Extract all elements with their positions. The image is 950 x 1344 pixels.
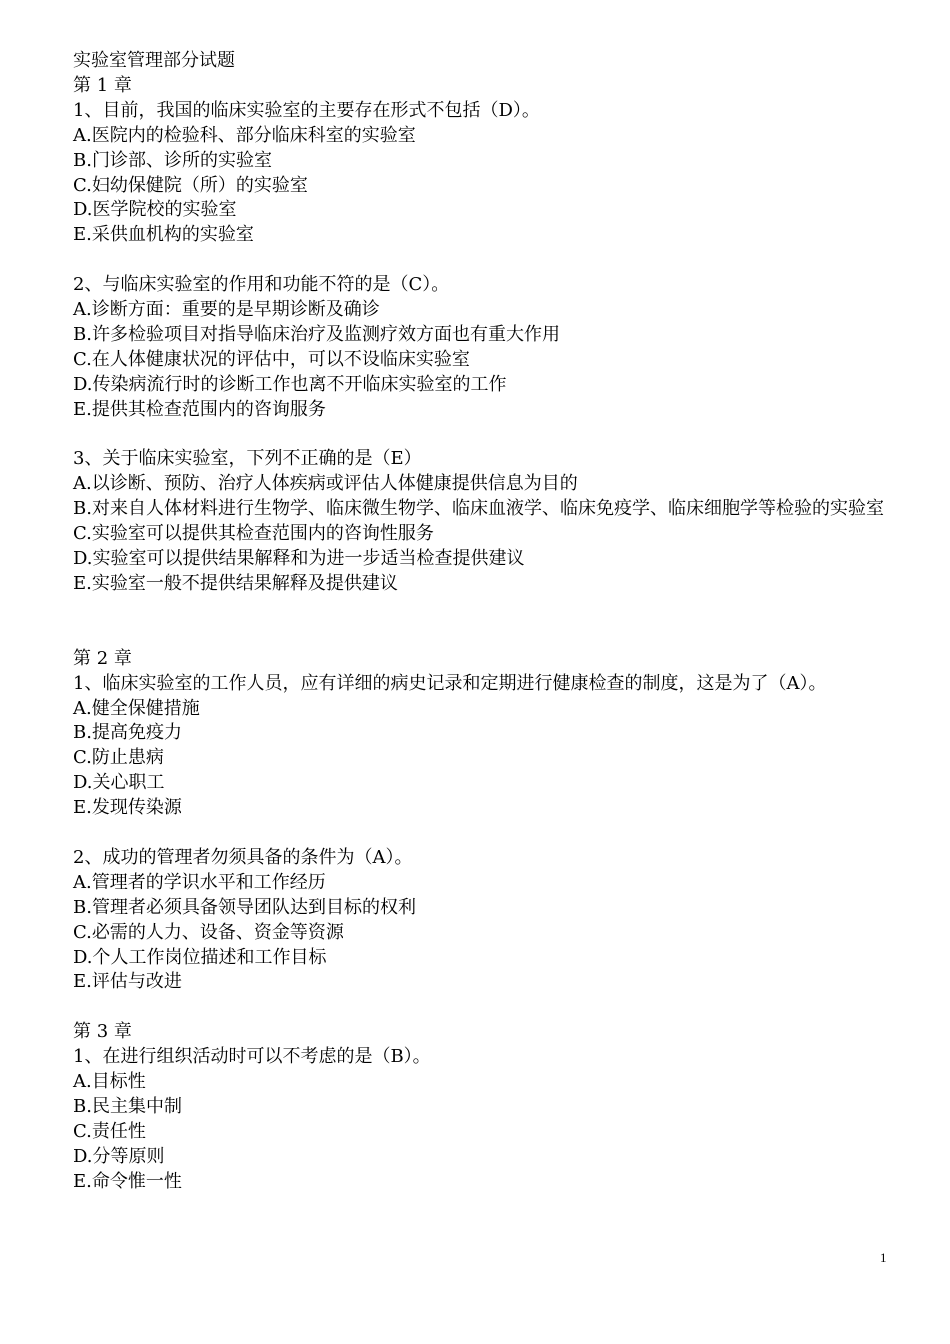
option-c: C.实验室可以提供其检查范围内的咨询性服务 bbox=[73, 523, 434, 545]
question-text: 3、关于临床实验室，下列不正确的是（E） bbox=[73, 448, 422, 470]
option-b: B.提高免疫力 bbox=[73, 722, 182, 744]
question-text: 1、在进行组织活动时可以不考虑的是（B）。 bbox=[73, 1046, 431, 1068]
spacer bbox=[73, 597, 903, 647]
question-block bbox=[73, 273, 903, 422]
question-block bbox=[73, 447, 903, 596]
option-e: E.提供其检查范围内的咨询服务 bbox=[73, 398, 326, 420]
option-b: B.管理者必须具备领导团队达到目标的权利 bbox=[73, 896, 416, 918]
spacer bbox=[73, 248, 903, 273]
question-block bbox=[73, 672, 903, 821]
spacer bbox=[73, 995, 903, 1020]
option-a: A.目标性 bbox=[73, 1071, 146, 1093]
option-c: C.责任性 bbox=[73, 1120, 146, 1142]
option-b: B.门诊部、诊所的实验室 bbox=[73, 149, 272, 171]
option-a: A.以诊断、预防、治疗人体疾病或评估人体健康提供信息为目的 bbox=[73, 473, 578, 495]
option-e: E.命令惟一性 bbox=[73, 1170, 182, 1192]
option-d: D.传染病流行时的诊断工作也离不开临床实验室的工作 bbox=[73, 373, 507, 395]
option-b: B.许多检验项目对指导临床治疗及监测疗效方面也有重大作用 bbox=[73, 323, 560, 345]
option-b: B.民主集中制 bbox=[73, 1095, 182, 1117]
option-d: D.实验室可以提供结果解释和为进一步适当检查提供建议 bbox=[73, 548, 525, 570]
option-e: E.采供血机构的实验室 bbox=[73, 224, 254, 246]
option-e: E.实验室一般不提供结果解释及提供建议 bbox=[73, 573, 398, 594]
option-d: D.关心职工 bbox=[73, 772, 165, 794]
option-a: A.诊断方面：重要的是早期诊断及确诊 bbox=[73, 299, 380, 321]
document-page bbox=[73, 49, 903, 1195]
document-title: 实验室管理部分试题 bbox=[73, 50, 235, 71]
chapter-heading: 第 1 章 bbox=[73, 74, 132, 96]
option-c: C.必需的人力、设备、资金等资源 bbox=[73, 921, 344, 943]
spacer bbox=[73, 821, 903, 846]
chapter-heading: 第 2 章 bbox=[73, 647, 132, 669]
question-text: 1、目前，我国的临床实验室的主要存在形式不包括（D）。 bbox=[73, 99, 540, 121]
option-e: E.评估与改进 bbox=[73, 971, 182, 993]
option-c: C.在人体健康状况的评估中，可以不设临床实验室 bbox=[73, 348, 470, 370]
question-block bbox=[73, 99, 903, 248]
question-block bbox=[73, 1045, 903, 1194]
option-d: D.医学院校的实验室 bbox=[73, 199, 237, 221]
option-d: D.分等原则 bbox=[73, 1145, 165, 1167]
option-b: B.对来自人体材料进行生物学、临床微生物学、临床血液学、临床免疫学、临床细胞学等检验的实验室 bbox=[73, 498, 884, 520]
option-d: D.个人工作岗位描述和工作目标 bbox=[73, 946, 327, 968]
option-c: C.妇幼保健院（所）的实验室 bbox=[73, 174, 308, 196]
option-a: A.健全保健措施 bbox=[73, 697, 200, 719]
question-block bbox=[73, 846, 903, 995]
option-a: A.管理者的学识水平和工作经历 bbox=[73, 871, 326, 893]
question-text: 2、与临床实验室的作用和功能不符的是（C）。 bbox=[73, 274, 450, 296]
question-text: 2、成功的管理者勿须具备的条件为（A）。 bbox=[73, 846, 413, 868]
chapter-heading: 第 3 章 bbox=[73, 1021, 132, 1043]
page-number: 1 bbox=[880, 1250, 887, 1265]
option-e: E.发现传染源 bbox=[73, 797, 182, 819]
spacer bbox=[73, 423, 903, 448]
option-c: C.防止患病 bbox=[73, 747, 164, 769]
question-text: 1、临床实验室的工作人员，应有详细的病史记录和定期进行健康检查的制度，这是为了（A）。 bbox=[73, 672, 827, 694]
option-a: A.医院内的检验科、部分临床科室的实验室 bbox=[73, 124, 416, 146]
